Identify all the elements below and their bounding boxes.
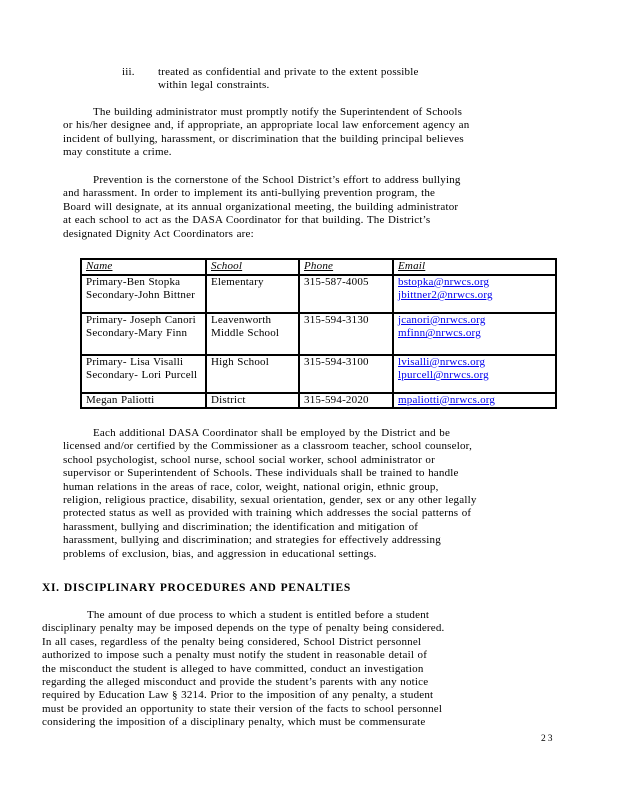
section-heading-disciplinary: XI. DISCIPLINARY PROCEDURES AND PENALTIES <box>42 582 352 594</box>
email-cell <box>393 275 556 313</box>
page-number: 23 <box>541 734 555 744</box>
paragraph-each-additional-dasa: Each additional DASA Coordinator shall be employed by the District and be licensed and/or certified by the Commissioner as a classroom teacher, school counselor, school psychologist, school nurse, school social worker, school administrator or supervisor or Superintendent of Schools. These individuals shall be trained to handle human relations in the areas of race, color, weight, national origin, ethnic group, religion, religious practice, disability, sexual orientation, gender, sex or any other legally protected status as well as provided with training which addresses the social patterns of harassment, bullying and discrimination; the identification and mitigation of harassment, bullying and discrimination; and strategies for effectively addressing problems of exclusion, bias, and aggression in educational settings. <box>63 427 477 560</box>
phone-cell: 315-594-2020 <box>299 393 393 409</box>
phone-cell: 315-594-3130 <box>299 313 393 355</box>
table-row <box>81 313 556 355</box>
column-header-name: Name <box>81 259 206 275</box>
phone-cell: 315-594-3100 <box>299 355 393 393</box>
coordinator-name-cell: Primary-Ben Stopka Secondary-John Bittner <box>81 275 206 313</box>
paragraph-prevention: Prevention is the cornerstone of the School District’s effort to address bullying and harassment. In order to implement its anti-bullying prevention program, the Board will designate, at its annual organizational meeting, the building administrator at each school to act as the DASA Coordinator for that building. The District’s designated Dignity Act Coordinators are: <box>63 174 461 240</box>
coordinator-name-cell: Megan Paliotti <box>81 393 206 409</box>
email-cell <box>393 393 556 409</box>
email-link[interactable]: jbittner2@nrwcs.org <box>398 289 493 302</box>
column-header-school: School <box>206 259 299 275</box>
coordinator-name-cell: Primary- Joseph Canori Secondary-Mary Finn <box>81 313 206 355</box>
list-item-iii <box>122 66 488 93</box>
email-link[interactable]: lpurcell@nrwcs.org <box>398 369 489 382</box>
email-cell <box>393 355 556 393</box>
dasa-coordinators-table <box>80 258 557 409</box>
table-row <box>81 355 556 393</box>
school-cell: Leavenworth Middle School <box>206 313 299 355</box>
paragraph-building-administrator: The building administrator must promptly notify the Superintendent of Schools or his/her designee and, if appropriate, an appropriate local law enforcement agency an incident of bullying, harassment, or discrimination that the building principal believes may constitute a crime. <box>63 106 470 159</box>
email-link[interactable]: mfinn@nrwcs.org <box>398 327 481 340</box>
table-row <box>81 393 556 409</box>
email-link[interactable]: lvisalli@nrwcs.org <box>398 355 486 368</box>
phone-cell: 315-587-4005 <box>299 275 393 313</box>
email-link[interactable]: mpaliotti@nrwcs.org <box>398 393 496 406</box>
school-cell: District <box>206 393 299 409</box>
table-row <box>81 275 556 313</box>
coordinator-name-cell: Primary- Lisa Visalli Secondary- Lori Purcell <box>81 355 206 393</box>
list-marker: iii. <box>122 66 135 78</box>
column-header-email: Email <box>393 259 556 275</box>
email-cell <box>393 313 556 355</box>
table-header-row <box>81 259 556 275</box>
school-cell: High School <box>206 355 299 393</box>
email-link[interactable]: jcanori@nrwcs.org <box>398 313 486 326</box>
column-header-phone: Phone <box>299 259 393 275</box>
school-cell: Elementary <box>206 275 299 313</box>
list-item-text: treated as confidential and private to the extent possible within legal constraints. <box>158 66 419 92</box>
paragraph-due-process: The amount of due process to which a student is entitled before a student disciplinary penalty may be imposed depends on the type of penalty being considered. In all cases, regardless of the penalty being considered, School District personnel authorized to impose such a penalty must notify the student in reasonable detail of the misconduct the student is alleged to have committed, conduct an investigation regarding the alleged misconduct and provide the student’s parents with any notice required by Education Law § 3214. Prior to the imposition of any penalty, a student must be provided an opportunity to state their version of the facts to school personnel considering the imposition of a disciplinary penalty, which must be commensurate <box>42 609 445 729</box>
email-link[interactable]: bstopka@nrwcs.org <box>398 275 490 288</box>
